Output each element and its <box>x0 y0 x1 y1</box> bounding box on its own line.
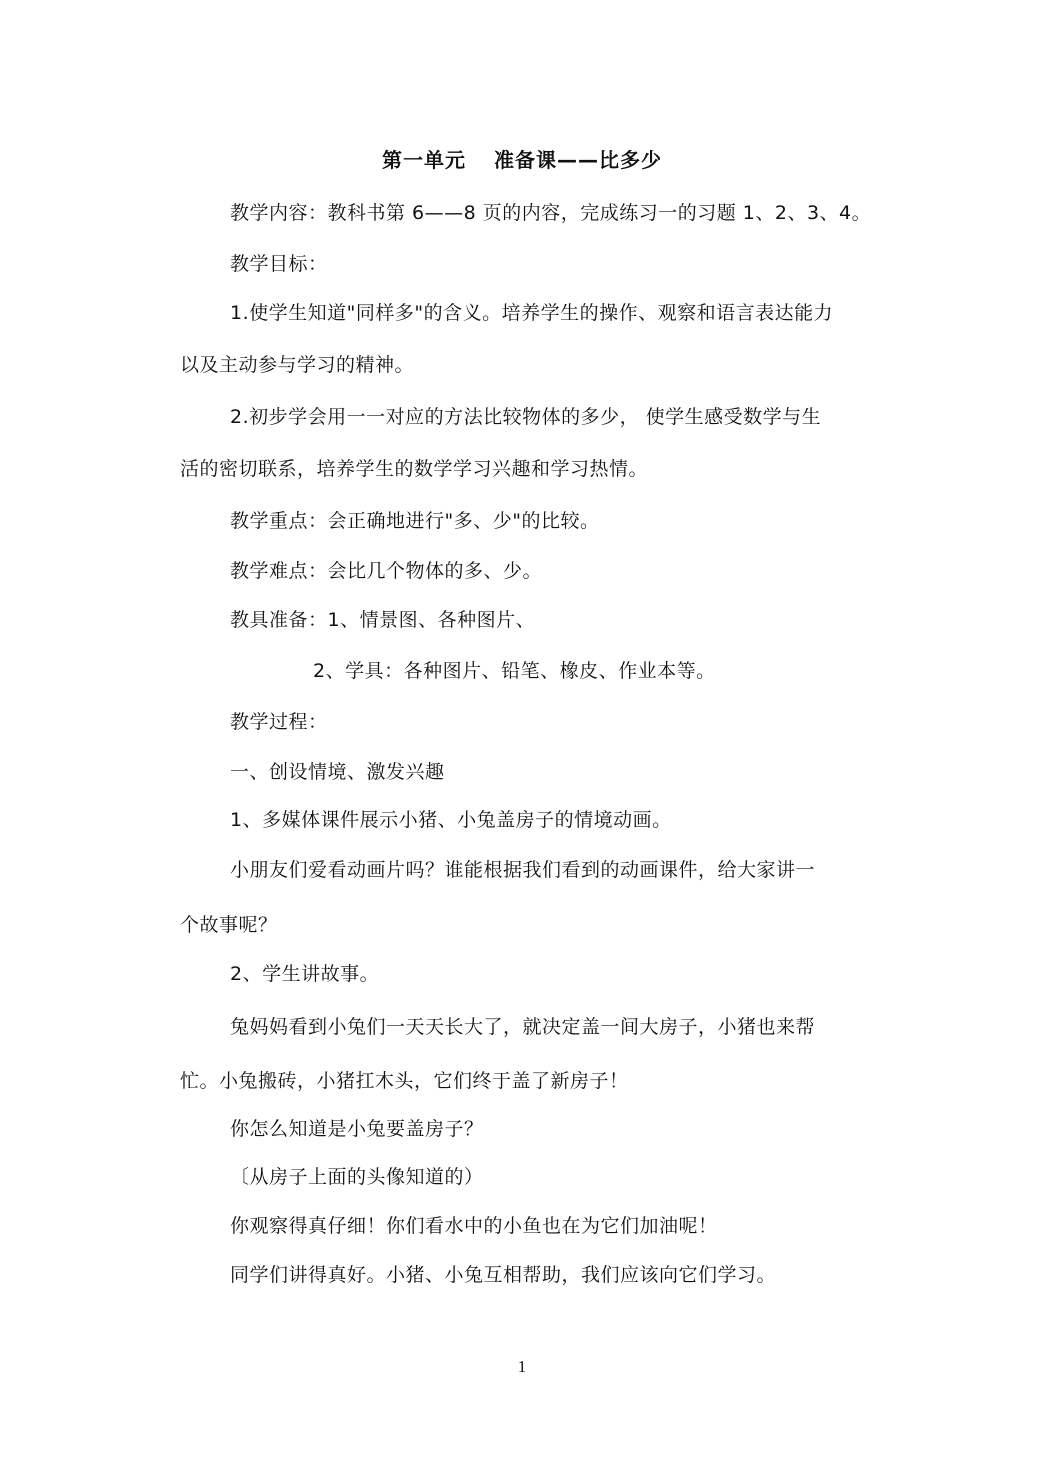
paragraph-line: 教具准备：1、情景图、各种图片、 <box>230 609 536 631</box>
paragraph-line: 〔从房子上面的头像知道的） <box>230 1166 484 1188</box>
paragraph-line: 你怎么知道是小兔要盖房子？ <box>230 1118 484 1140</box>
paragraph-line: 活的密切联系，培养学生的数学学习兴趣和学习热情。 <box>180 458 649 480</box>
paragraph-line: 你观察得真仔细！你们看水中的小鱼也在为它们加油呢！ <box>230 1215 718 1237</box>
paragraph-line: 教学过程： <box>230 711 328 733</box>
page-number: 1 <box>517 1357 527 1376</box>
paragraph-line: 以及主动参与学习的精神。 <box>180 354 415 376</box>
paragraph-line: 一、创设情境、激发兴趣 <box>230 761 445 783</box>
paragraph-line: 个故事呢？ <box>180 914 278 936</box>
title-lesson: 准备课——比多少 <box>494 148 662 172</box>
paragraph-line: 1、多媒体课件展示小猪、小兔盖房子的情境动画。 <box>230 809 672 831</box>
paragraph-line: 教学内容：教科书第 6——8 页的内容，完成练习一的习题 1、2、3、4。 <box>230 202 872 224</box>
paragraph-line: 2.初步学会用一一对应的方法比较物体的多少， 使学生感受数学与生 <box>230 406 822 428</box>
paragraph-line: 教学目标： <box>230 253 328 275</box>
paragraph-line: 2、学生讲故事。 <box>230 963 380 985</box>
paragraph-line: 教学重点：会正确地进行"多、少"的比较。 <box>230 510 600 532</box>
paragraph-line: 教学难点：会比几个物体的多、少。 <box>230 560 543 582</box>
paragraph-line: 1.使学生知道"同样多"的含义。培养学生的操作、观察和语言表达能力 <box>230 302 834 324</box>
page-title <box>0 145 1044 175</box>
paragraph-line: 小朋友们爱看动画片吗？谁能根据我们看到的动画课件，给大家讲一 <box>230 859 816 881</box>
paragraph-line: 忙。小兔搬砖，小猪扛木头，它们终于盖了新房子！ <box>180 1070 629 1092</box>
title-unit: 第一单元 <box>382 148 466 172</box>
paragraph-line: 兔妈妈看到小兔们一天天长大了，就决定盖一间大房子，小猪也来帮 <box>230 1016 816 1038</box>
paragraph-line: 同学们讲得真好。小猪、小兔互相帮助，我们应该向它们学习。 <box>230 1264 777 1286</box>
paragraph-line: 2、学具：各种图片、铅笔、橡皮、作业本等。 <box>313 660 716 682</box>
